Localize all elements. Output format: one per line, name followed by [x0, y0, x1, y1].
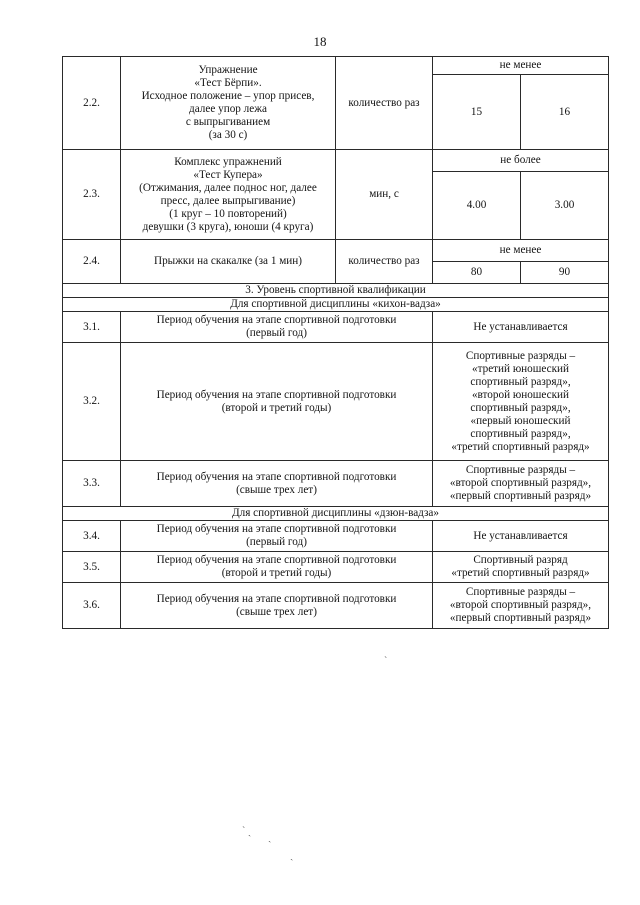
table-row [63, 240, 609, 262]
group-title: Для спортивной дисциплины «дзюн-вадза» [63, 507, 609, 521]
text-line: Комплекс упражнений [174, 155, 282, 168]
text-line: с выпрыгиванием [185, 116, 271, 128]
text-line: Упражнение [198, 64, 258, 76]
qualifier-cell: не менее [433, 57, 609, 75]
text-line: девушки (3 круга), юноши (4 круга) [142, 220, 314, 233]
group-title: Для спортивной дисциплины «кихон-вадза» [63, 298, 609, 312]
exercise-name [121, 150, 336, 240]
text-line: Спортивные разряды – [465, 586, 576, 598]
period-name [121, 521, 433, 552]
table-row [63, 583, 609, 629]
text-line: Период обучения на этапе спортивной подготовки [156, 470, 397, 483]
text-line: (1 круг – 10 повторений) [169, 207, 287, 220]
scan-mark: ˋ ˏ [242, 826, 252, 837]
text-line: «второй спортивный разряд», [449, 599, 592, 611]
text-line: пресс, далее выпрыгивание) [160, 194, 296, 207]
scan-mark: ˎ [268, 832, 272, 843]
text-line: «третий спортивный разряд» [451, 440, 590, 453]
period-name [121, 312, 433, 343]
text-line: «третий юношеский [471, 362, 569, 375]
qualification-value [433, 461, 609, 507]
text-line: «Тест Бёрпи». [194, 77, 262, 89]
text-line: (Отжимания, далее поднос ног, далее [139, 181, 317, 194]
section-header-row [63, 284, 609, 298]
value-girls: 80 [433, 262, 521, 284]
text-line: «первый юношеский [470, 414, 571, 427]
text-line: Спортивный разряд [473, 554, 568, 566]
value-girls: 4.00 [433, 172, 521, 240]
row-number: 2.2. [63, 57, 121, 150]
unit-cell: количество раз [336, 57, 433, 150]
group-header-row [63, 507, 609, 521]
text-line: Не устанавливается [473, 320, 568, 333]
value-girls: 15 [433, 75, 521, 150]
exercise-name [121, 57, 336, 150]
period-name [121, 343, 433, 461]
text-line: «первый спортивный разряд» [449, 490, 592, 502]
row-number: 3.6. [63, 583, 121, 629]
period-name [121, 583, 433, 629]
text-line: спортивный разряд», [470, 427, 571, 440]
table-row [63, 312, 609, 343]
text-line: Исходное положение – упор присев, [141, 90, 315, 102]
text-line: Не устанавливается [473, 529, 568, 542]
group-header-row [63, 298, 609, 312]
text-line: Период обучения на этапе спортивной подготовки [156, 554, 397, 566]
table-row [63, 343, 609, 461]
qualification-value [433, 583, 609, 629]
period-name [121, 552, 433, 583]
qualification-value [433, 343, 609, 461]
table-row [63, 521, 609, 552]
section-title: 3. Уровень спортивной квалификации [63, 284, 609, 298]
text-line: Период обучения на этапе спортивной подготовки [156, 523, 397, 535]
text-line: Прыжки на скакалке (за 1 мин) [154, 255, 302, 267]
text-line: «второй юношеский [471, 388, 570, 401]
exercise-name [121, 240, 336, 284]
text-line: Спортивные разряды – [465, 464, 576, 476]
row-number: 3.1. [63, 312, 121, 343]
qualifier-cell: не менее [433, 240, 609, 262]
text-line: (первый год) [246, 536, 307, 548]
unit-cell: мин, с [336, 150, 433, 240]
qualification-value [433, 312, 609, 343]
row-number: 2.4. [63, 240, 121, 284]
standards-table [62, 56, 609, 629]
text-line: «третий спортивный разряд» [451, 567, 590, 579]
text-line: Период обучения на этапе спортивной подготовки [156, 592, 397, 605]
period-name [121, 461, 433, 507]
value-boys: 90 [521, 262, 609, 284]
text-line: «Тест Купера» [193, 168, 263, 181]
page-number: 18 [313, 34, 327, 49]
text-line: «второй спортивный разряд», [449, 477, 592, 489]
scan-mark: ˋ [384, 656, 388, 667]
text-line: (за 30 с) [208, 129, 248, 141]
text-line: (первый год) [246, 327, 307, 339]
qualifier-cell: не более [433, 150, 609, 172]
row-number: 2.3. [63, 150, 121, 240]
unit-cell: количество раз [336, 240, 433, 284]
text-line: Спортивные разряды – [465, 349, 576, 362]
value-boys: 16 [521, 75, 609, 150]
value-boys: 3.00 [521, 172, 609, 240]
table-row [63, 150, 609, 172]
qualification-value [433, 521, 609, 552]
row-number: 3.3. [63, 461, 121, 507]
text-line: Период обучения на этапе спортивной подготовки [156, 388, 397, 401]
table-row [63, 552, 609, 583]
row-number: 3.4. [63, 521, 121, 552]
table-row [63, 57, 609, 75]
row-number: 3.2. [63, 343, 121, 461]
text-line: далее упор лежа [189, 103, 267, 115]
qualification-value [433, 552, 609, 583]
scan-mark: ˏ [290, 850, 294, 861]
text-line: (свыше трех лет) [236, 605, 317, 618]
table-row [63, 461, 609, 507]
text-line: (второй и третий годы) [221, 567, 332, 579]
text-line: Период обучения на этапе спортивной подготовки [156, 314, 397, 326]
text-line: спортивный разряд», [470, 401, 571, 414]
row-number: 3.5. [63, 552, 121, 583]
text-line: «первый спортивный разряд» [449, 612, 592, 624]
text-line: (свыше трех лет) [236, 483, 317, 496]
text-line: (второй и третий годы) [221, 401, 332, 414]
text-line: спортивный разряд», [470, 375, 571, 388]
